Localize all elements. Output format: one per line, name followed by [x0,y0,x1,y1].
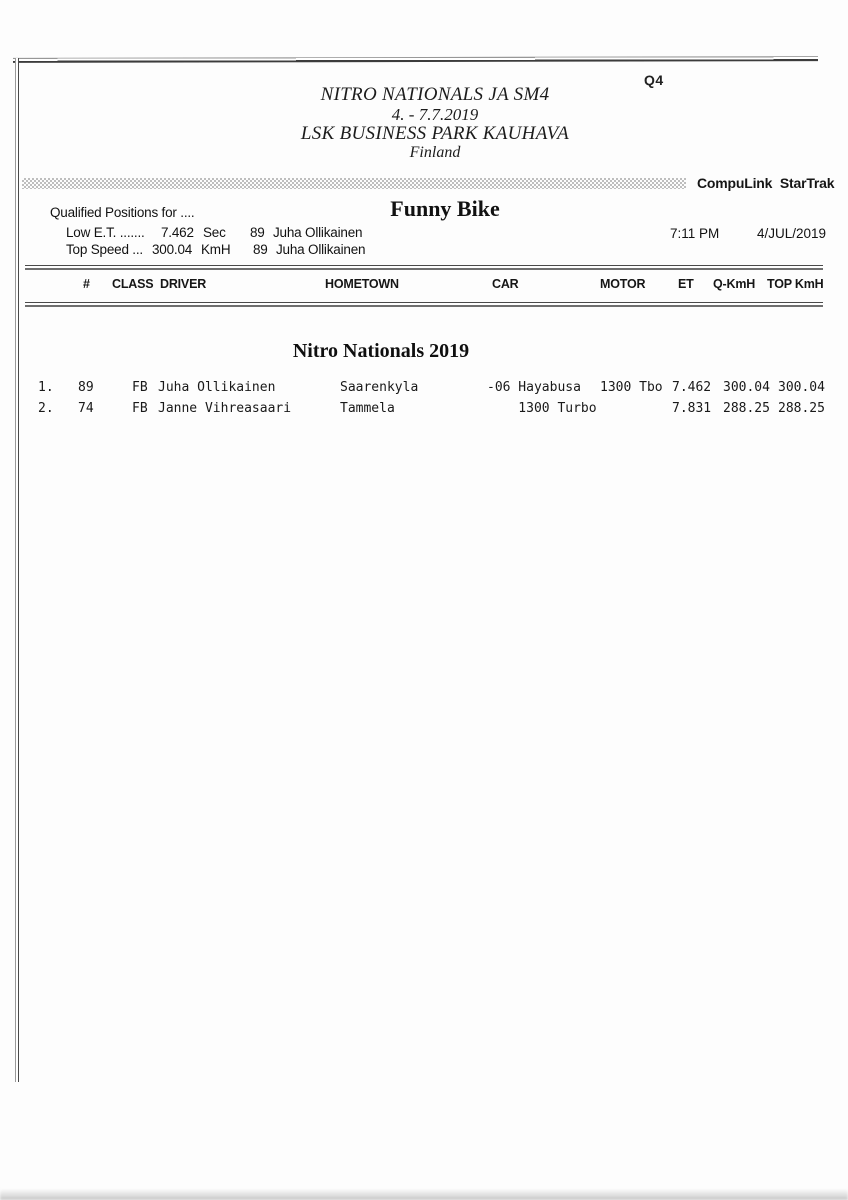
header-motor: MOTOR [600,277,646,291]
print-time: 7:11 PM [670,226,720,241]
low-et-bike-number: 89 [250,225,265,240]
cell-class: FB [132,401,148,416]
dotted-separator-band [22,178,686,189]
header-hometown: HOMETOWN [325,277,399,291]
event-title: NITRO NATIONALS JA SM4 [320,84,550,105]
cell-bike-number: 74 [78,401,94,416]
results-table-header [0,277,848,293]
top-speed-bike-number: 89 [253,242,268,257]
category-title: Funny Bike [390,196,500,221]
cell-car: -06 Hayabusa [487,380,581,395]
cell-q-kmh: 288.25 [723,401,770,416]
scan-edge-smudge [0,1189,848,1200]
cell-top-kmh: 300.04 [778,380,825,395]
low-et-label: Low E.T. ....... [66,225,145,240]
table-rule-top [25,265,823,270]
low-et-unit: Sec [203,225,226,240]
cell-top-kmh: 288.25 [778,401,825,416]
event-dates: 4. - 7.7.2019 [391,105,479,124]
top-speed-label: Top Speed ... [66,242,143,257]
event-country: Finland [409,144,461,161]
header-top-kmh: TOP KmH [767,277,824,291]
low-et-driver: Juha Ollikainen [273,225,363,240]
cell-position: 1. [38,380,54,395]
header-car: CAR [492,277,519,291]
cell-hometown: Saarenkyla [340,380,419,395]
cell-hometown: Tammela [340,401,395,416]
cell-car: 1300 Turbo [487,401,597,416]
table-row [0,401,848,418]
top-speed-driver: Juha Ollikainen [276,242,366,257]
cell-position: 2. [38,401,54,416]
page-border-left [15,58,20,1082]
table-row [0,380,848,397]
event-header [22,84,848,162]
top-speed-line [0,242,848,259]
low-et-line [0,225,848,242]
cell-driver: Juha Ollikainen [158,380,276,395]
table-rule-bottom [25,302,823,307]
top-speed-unit: KmH [201,242,231,257]
page-border-top [13,56,818,63]
header-et: ET [678,277,694,291]
event-venue: LSK BUSINESS PARK KAUHAVA [300,123,570,144]
header-position: # [83,277,90,291]
cell-bike-number: 89 [78,380,94,395]
cell-et: 7.462 [672,380,712,395]
cell-class: FB [132,380,148,395]
print-date: 4/JUL/2019 [757,226,827,241]
cell-et: 7.831 [672,401,712,416]
header-class: CLASS [112,277,154,291]
cell-q-kmh: 300.04 [723,380,770,395]
cell-driver: Janne Vihreasaari [158,401,292,416]
top-speed-value: 300.04 [152,242,193,257]
header-q-kmh: Q-KmH [713,277,756,291]
header-driver: DRIVER [160,277,207,291]
low-et-value: 7.462 [161,225,194,240]
results-section-title: Nitro Nationals 2019 [292,340,470,362]
timing-system-brand: CompuLink StarTrak [697,175,835,191]
qualified-positions-label: Qualified Positions for .... [50,205,195,220]
qualifying-round-label: Q4 [644,72,664,88]
cell-motor: 1300 Tbo [600,380,663,395]
